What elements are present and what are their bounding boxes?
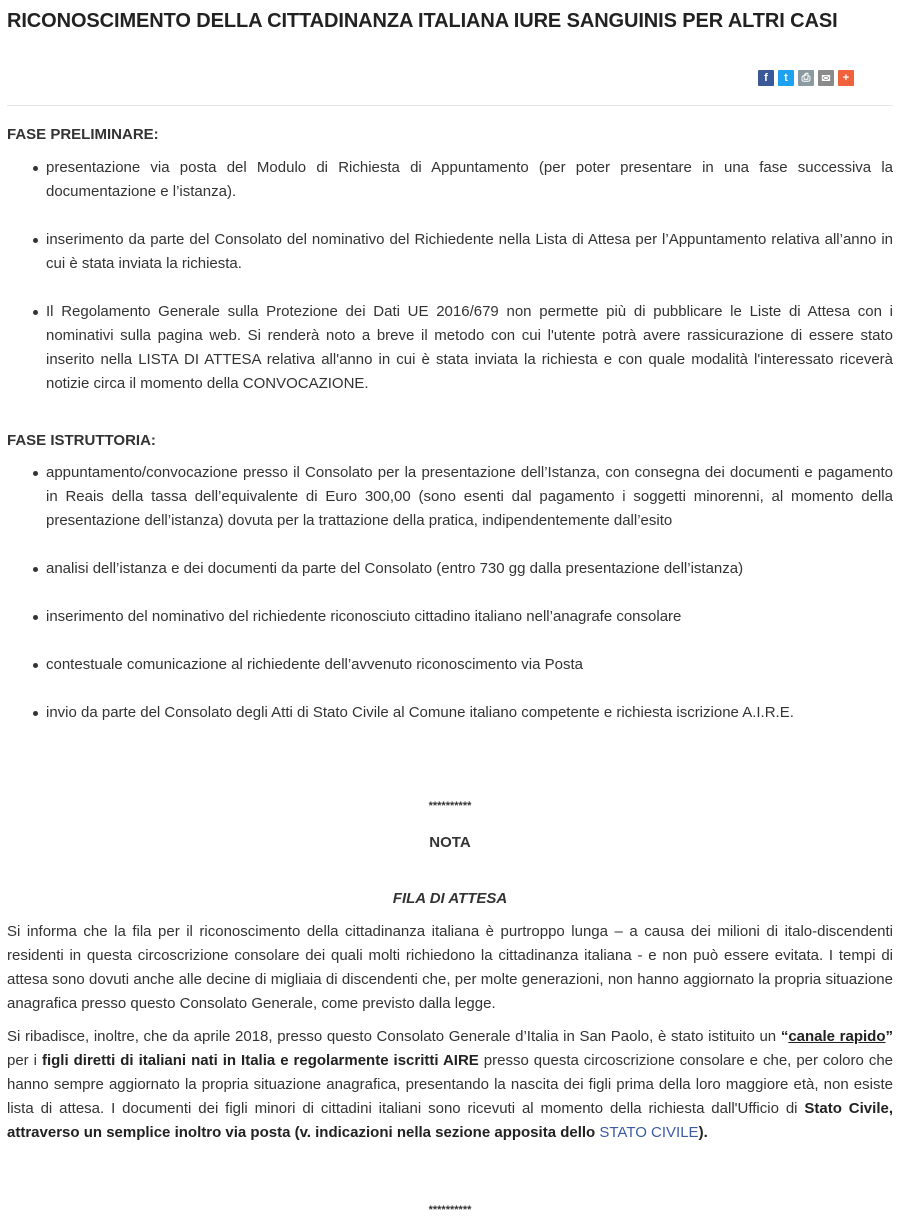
twitter-icon[interactable]: t (778, 70, 794, 86)
waiting-paragraph-2 (7, 1025, 893, 1145)
separator-stars: ********** (428, 1204, 472, 1216)
list-preliminare (7, 300, 893, 396)
para-text: presso questa circoscrizione consolare e che, per coloro che hanno sempre aggiornato la propria situazione anagrafica, presentando la nascita dei figli prima della loro maggiore età, non esiste lista di attesa. I documenti dei figli minori di cittadini italiani sono ricevuti al momento della richiesta dall'Ufficio di (7, 1052, 893, 1117)
page-title: RICONOSCIMENTO DELLA CITTADINANZA ITALIANA IURE SANGUINIS PER ALTRI CASI (7, 10, 838, 32)
section-title-preliminare: FASE PRELIMINARE: (7, 126, 159, 143)
quote-close: ” (885, 1028, 893, 1045)
canale-rapido-link[interactable]: canale rapido (788, 1028, 886, 1045)
para-bold: ). (698, 1124, 708, 1141)
section-title-istruttoria: FASE ISTRUTTORIA: (7, 432, 156, 449)
list-istruttoria (7, 701, 893, 725)
separator-stars: ********** (428, 800, 472, 812)
print-icon[interactable]: ⎙ (798, 70, 814, 86)
list-item: appuntamento/convocazione presso il Consolato per la presentazione dell’Istanza, con consegna dei documenti e pagamento in Reais della tassa dell’equivalente di Euro 300,00 (sono esenti dal pagamento i soggetti minorenni, al momento della presentazione dell’istanza) dovuta per la trattazione della pratica, indipendentemente dall’esito (46, 461, 893, 533)
list-item: contestuale comunicazione al richiedente dell’avvenuto riconoscimento via Posta (46, 653, 893, 677)
stato-civile-link[interactable]: STATO CIVILE (599, 1124, 699, 1141)
para-bold: figli diretti di italiani nati in Italia e regolarmente iscritti AIRE (41, 1052, 479, 1069)
list-item: Il Regolamento Generale sulla Protezione dei Dati UE 2016/679 non permette più di pubblicare le Liste di Attesa con i nominativi sulla pagina web. Si renderà noto a breve il metodo con cui l'utente potrà avere rassicurazione di essere stato inserito nella LISTA DI ATTESA relativa all'anno in cui è stata inviata la richiesta e con quale modalità l'interessato riceverà notizie circa il momento della CONVOCAZIONE. (46, 300, 893, 396)
list-item: invio da parte del Consolato degli Atti di Stato Civile al Comune italiano competente e richiesta iscrizione A.I.R.E. (46, 701, 893, 725)
list-item: presentazione via posta del Modulo di Richiesta di Appuntamento (per poter presentare in una fase successiva la documentazione e l’istanza). (46, 156, 893, 204)
list-preliminare (7, 156, 893, 204)
share-toolbar (758, 70, 854, 86)
list-istruttoria (7, 605, 893, 629)
email-icon[interactable]: ✉ (818, 70, 834, 86)
list-item: analisi dell’istanza e dei documenti da parte del Consolato (entro 730 gg dalla presentazione dell’istanza) (46, 557, 893, 581)
para-text: Si ribadisce, inoltre, che da aprile 2018, presso questo Consolato Generale d’Italia in San Paolo, è stato istituito un (7, 1028, 781, 1045)
para-text: per i (7, 1052, 42, 1069)
waiting-paragraph-1: Si informa che la fila per il riconoscimento della cittadinanza italiana è purtroppo lunga – a causa dei milioni di italo-discendenti residenti in questa circoscrizione consolare dei quali molti richiedono la cittadinanza italiana - e non può essere evitata. I tempi di attesa sono dovuti anche alle decine di migliaia di discendenti che, per molte generazioni, non hanno aggiornato la propria situazione anagrafica presso questo Consolato Generale, come previsto dalla legge. (7, 923, 893, 1012)
list-istruttoria (7, 461, 893, 533)
note-heading: NOTA (429, 834, 471, 851)
para-bold: Stato Civile, attraverso un semplice inoltro via posta (v. indicazioni nella sezione apposita dello (7, 1100, 893, 1141)
facebook-icon[interactable]: f (758, 70, 774, 86)
list-istruttoria (7, 653, 893, 677)
list-istruttoria (7, 557, 893, 581)
divider (7, 105, 893, 106)
list-preliminare (7, 228, 893, 276)
list-item: inserimento del nominativo del richiedente riconosciuto cittadino italiano nell’anagrafe consolare (46, 605, 893, 629)
waiting-line-heading: FILA DI ATTESA (392, 890, 508, 907)
list-item: inserimento da parte del Consolato del nominativo del Richiedente nella Lista di Attesa per l’Appuntamento relativa all’anno in cui è stata inviata la richiesta. (46, 228, 893, 276)
more-plus-icon[interactable]: + (838, 70, 854, 86)
quote-open: “ (780, 1028, 789, 1045)
